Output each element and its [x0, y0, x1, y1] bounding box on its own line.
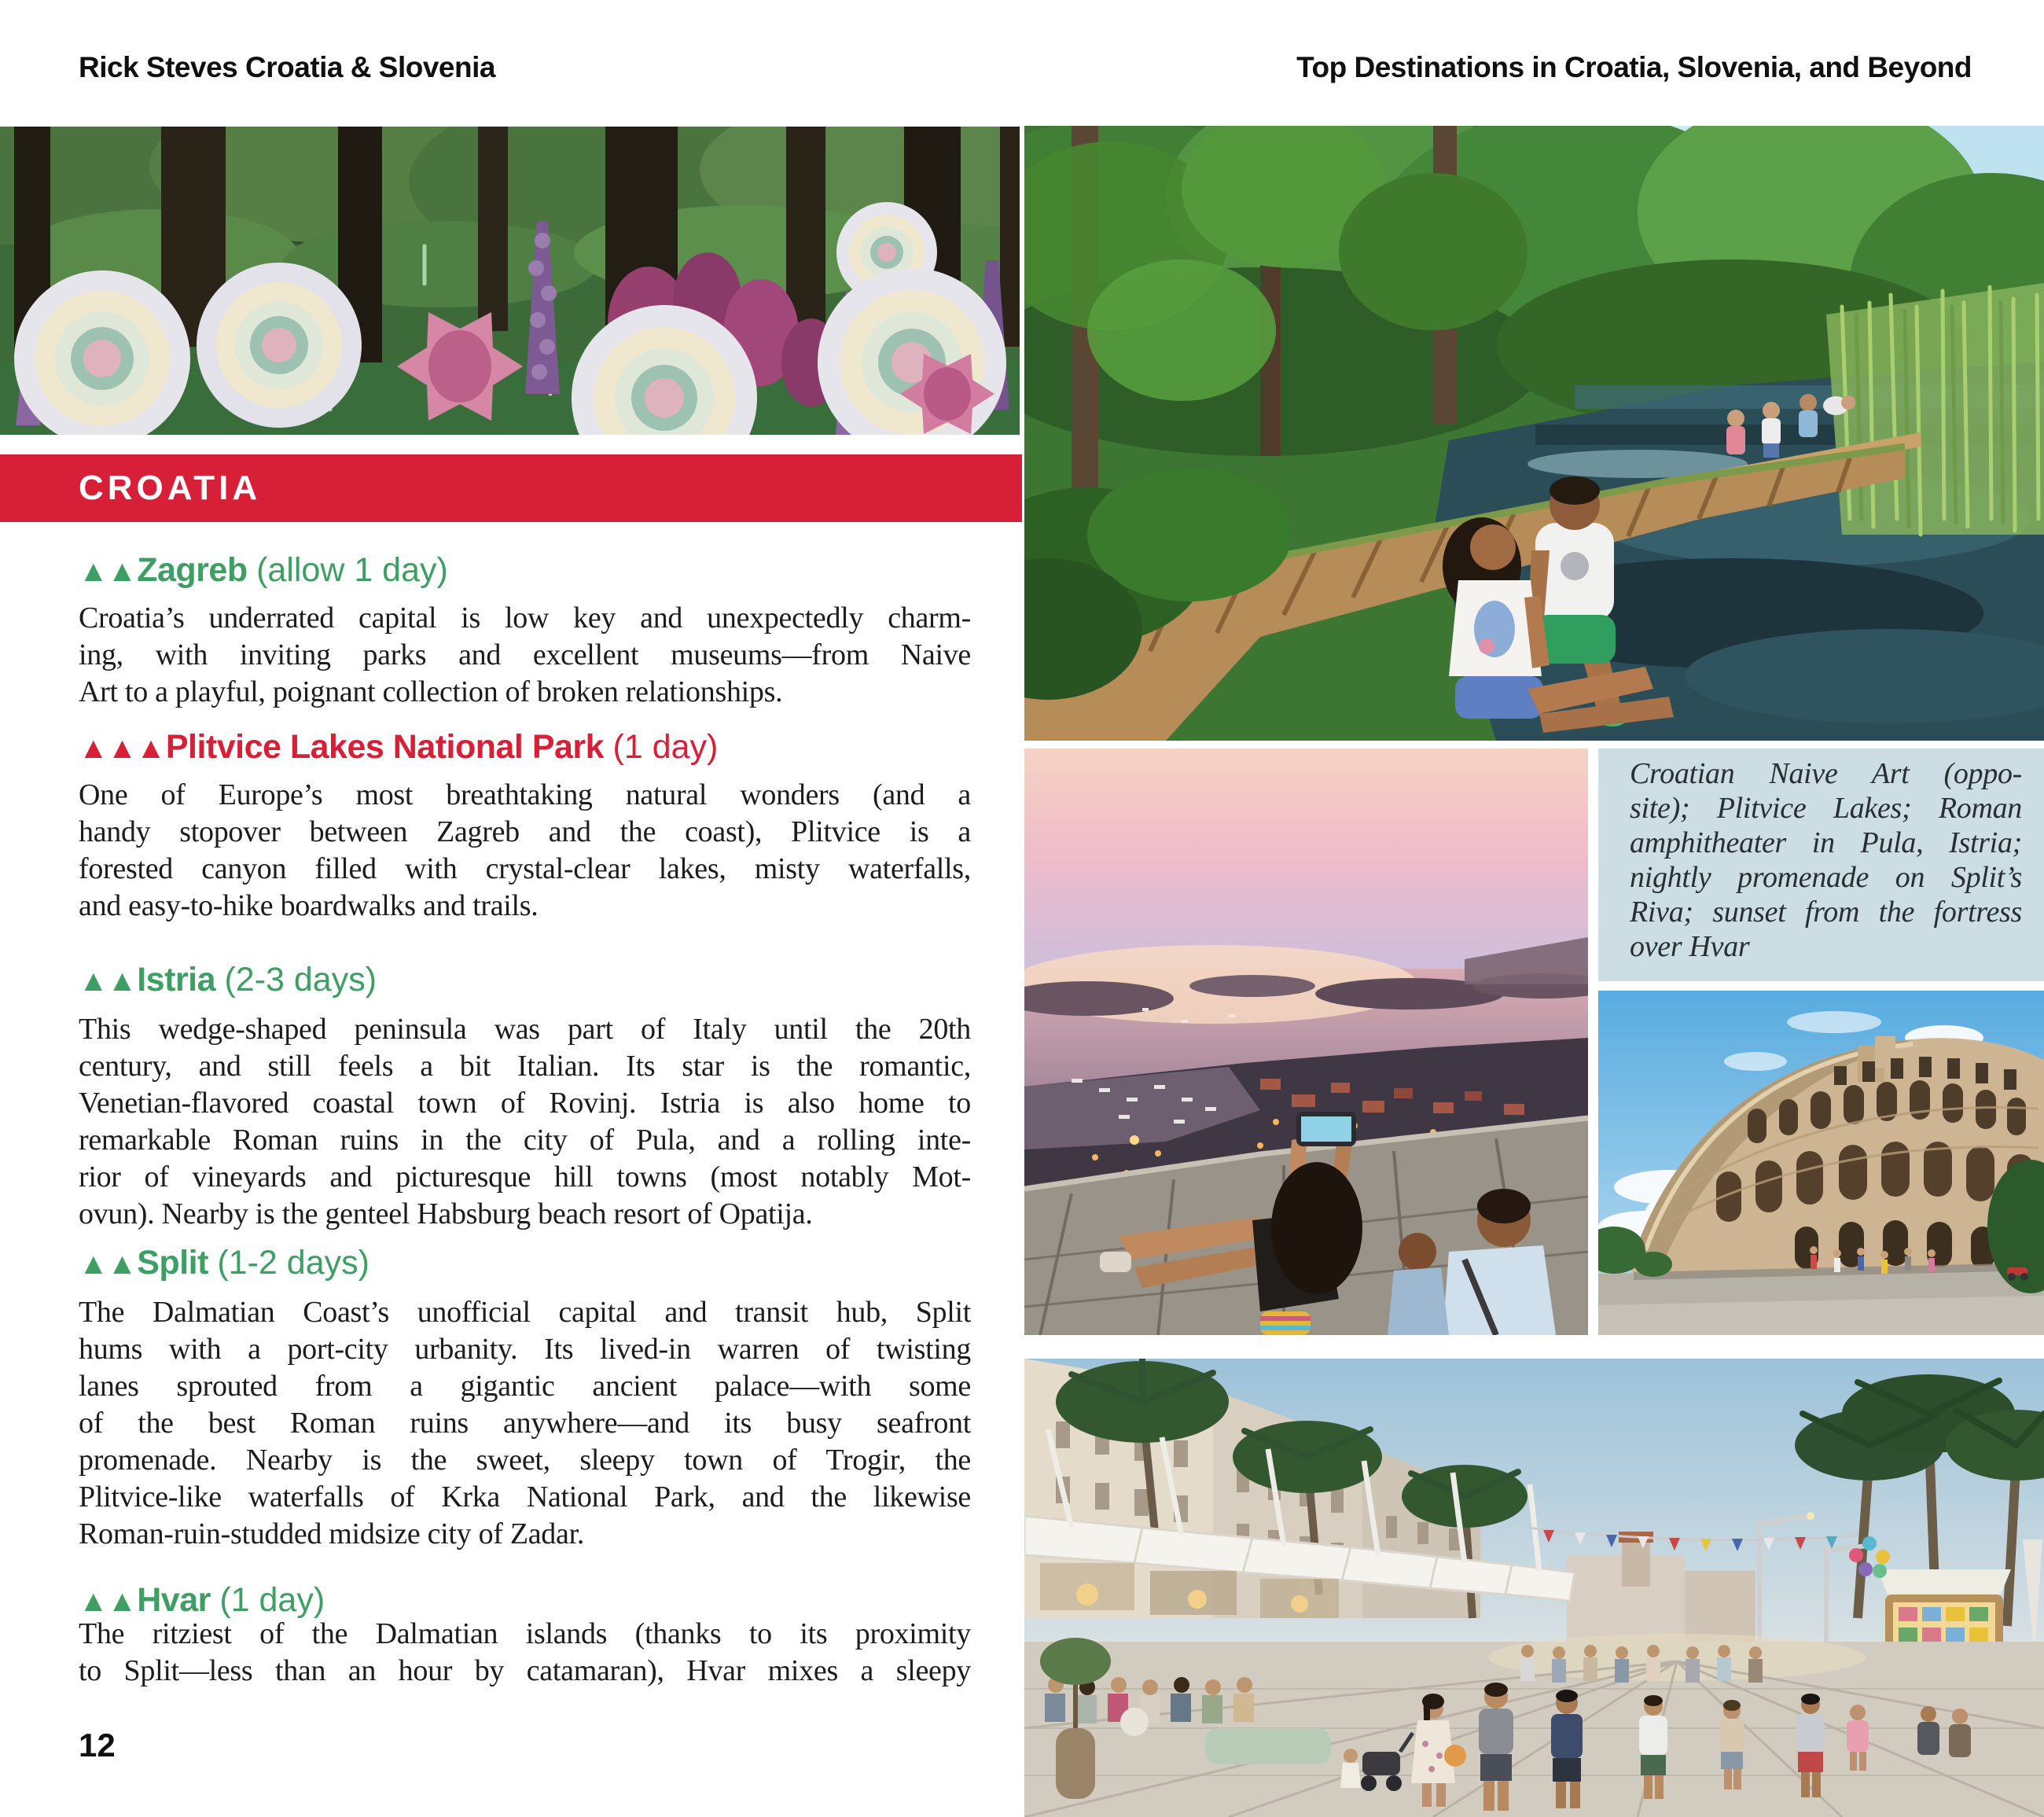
country-banner-label: CROATIA: [79, 469, 262, 507]
text-line: The ritziest of the Dalmatian islands (thanks to its proximity: [79, 1617, 971, 1650]
heading-istria-name: Istria: [137, 961, 216, 999]
running-head-right: Top Destinations in Croatia, Slovenia, and Beyond: [1296, 51, 1972, 83]
rating-triangles-icon: ▲▲: [79, 1585, 137, 1618]
text-line: Roman-ruin-studded midsize city of Zadar.: [79, 1517, 585, 1550]
paragraph-plitvice: [79, 777, 971, 925]
text-line: One of Europe’s most breathtaking natural wonders (and a: [79, 778, 971, 811]
caption-line: Croatian Naive Art (oppo-: [1630, 757, 2022, 790]
heading-hvar-duration: (1 day): [219, 1581, 325, 1619]
text-line: forested canyon filled with crystal-clear lakes, misty waterfalls,: [79, 852, 971, 885]
caption-line: Riva; sunset from the fortress: [1630, 896, 2022, 929]
split-riva-photo: [1024, 1359, 2044, 1817]
paragraph-hvar: [79, 1616, 971, 1690]
text-line: This wedge-shaped peninsula was part of Italy until the 20th: [79, 1013, 971, 1046]
text-line: and easy-to-hike boardwalks and trails.: [79, 889, 539, 922]
heading-istria: [79, 960, 991, 1001]
heading-plitvice: [79, 727, 991, 768]
heading-zagreb-name: Zagreb: [137, 551, 248, 589]
pula-amphitheater-photo: [1598, 991, 2044, 1335]
hvar-sunset-photo: [1024, 749, 1588, 1335]
text-line: rior of vineyards and picturesque hill towns (most notably Mot-: [79, 1160, 971, 1194]
text-line: ovun). Nearby is the genteel Habsburg beach resort of Opatija.: [79, 1197, 813, 1230]
page-number: 12: [79, 1727, 116, 1764]
rating-triangles-icon: ▲▲▲: [79, 732, 165, 765]
caption-line: over Hvar: [1630, 930, 1750, 963]
text-line: Croatia’s underrated capital is low key and unexpectedly charm-: [79, 601, 971, 634]
naive-art-painting: [0, 127, 1020, 435]
text-line: of the best Roman ruins anywhere—and its busy seafront: [79, 1407, 971, 1440]
rating-triangles-icon: ▲▲: [79, 1248, 137, 1281]
text-line: handy stopover between Zagreb and the coast), Plitvice is a: [79, 815, 971, 848]
text-line: Art to a playful, poignant collection of broken relationships.: [79, 675, 783, 708]
text-line: hums with a port-city urbanity. Its lived-in warren of twisting: [79, 1333, 971, 1366]
country-banner: [0, 454, 1022, 522]
caption-line: site); Plitvice Lakes; Roman: [1630, 792, 2022, 825]
heading-zagreb: [79, 550, 991, 591]
paragraph-split: [79, 1294, 971, 1553]
photo-caption-box: [1598, 749, 2044, 981]
text-line: ing, with inviting parks and excellent museums—from Naive: [79, 638, 971, 671]
plitvice-lakes-photo: [1024, 126, 2044, 741]
heading-plitvice-name: Plitvice Lakes National Park: [165, 728, 605, 766]
text-line: lanes sprouted from a gigantic ancient palace—with some: [79, 1370, 971, 1403]
heading-split-name: Split: [137, 1244, 208, 1282]
heading-istria-duration: (2-3 days): [224, 961, 377, 999]
heading-split: [79, 1243, 991, 1284]
rating-triangles-icon: ▲▲: [79, 965, 137, 998]
running-head-left: Rick Steves Croatia & Slovenia: [79, 51, 495, 83]
paragraph-zagreb: [79, 600, 971, 711]
heading-plitvice-duration: (1 day): [612, 728, 719, 766]
rating-triangles-icon: ▲▲: [79, 555, 137, 588]
text-line: remarkable Roman ruins in the city of Pula, and a rolling inte-: [79, 1124, 971, 1157]
heading-hvar-name: Hvar: [137, 1581, 211, 1619]
text-line: Venetian-flavored coastal town of Rovinj. Istria is also home to: [79, 1087, 971, 1120]
text-line: to Split—less than an hour by catamaran), Hvar mixes a sleepy: [79, 1654, 971, 1687]
heading-split-duration: (1-2 days): [217, 1244, 369, 1282]
paragraph-istria: [79, 1011, 971, 1233]
text-line: promenade. Nearby is the sweet, sleepy town of Trogir, the: [79, 1444, 971, 1477]
caption-line: amphitheater in Pula, Istria;: [1630, 826, 2022, 859]
caption-line: nightly promenade on Split’s: [1630, 861, 2022, 894]
text-line: The Dalmatian Coast’s unofficial capital and transit hub, Split: [79, 1296, 971, 1329]
heading-zagreb-duration: (allow 1 day): [256, 551, 448, 589]
text-line: century, and still feels a bit Italian. Its star is the romantic,: [79, 1050, 971, 1083]
text-line: Plitvice-like waterfalls of Krka National Park, and the likewise: [79, 1480, 971, 1514]
